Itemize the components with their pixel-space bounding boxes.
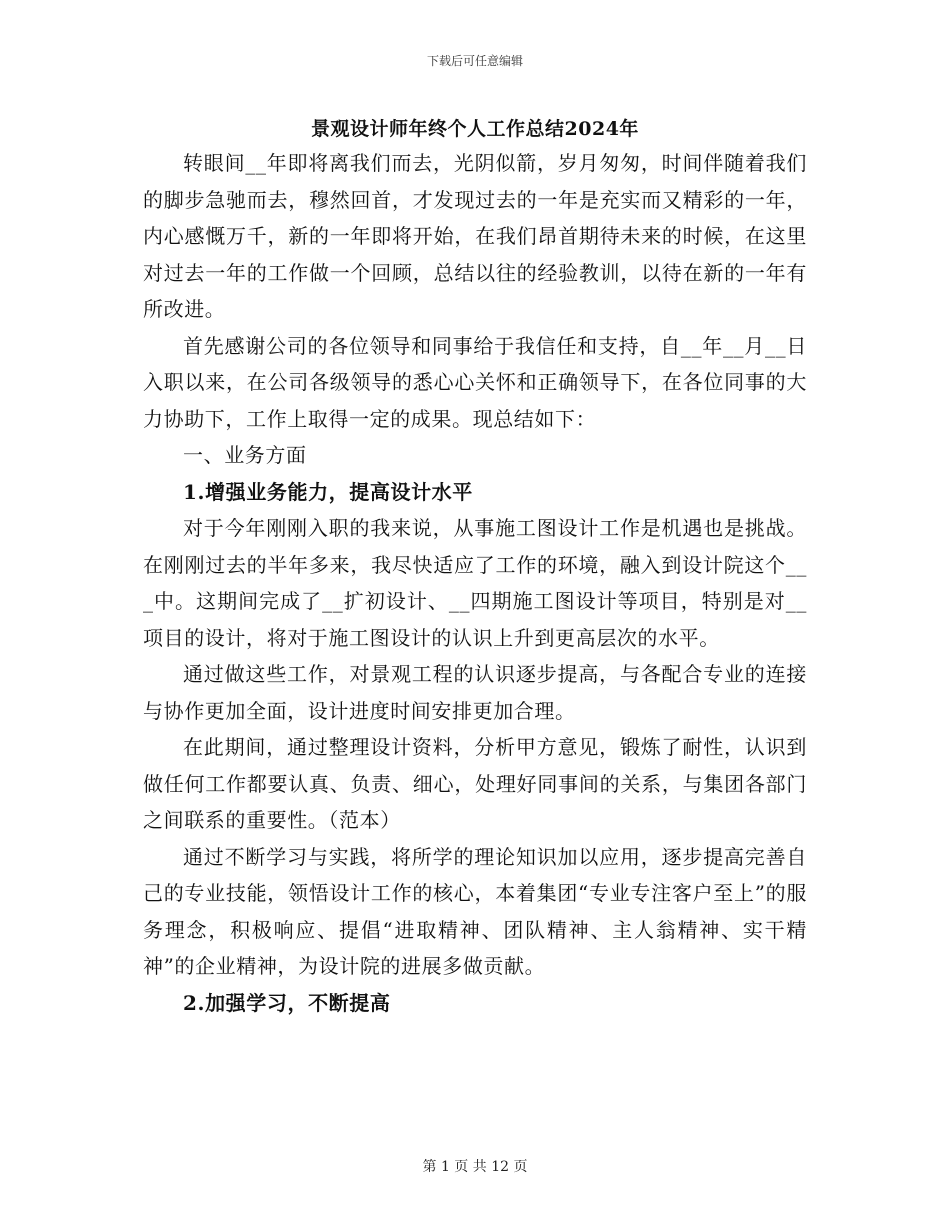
page-footer: 第 1 页 共 12 页 bbox=[422, 1159, 528, 1175]
subheading-keep-learning: 2.加强学习，不断提高 bbox=[183, 990, 391, 1015]
paragraph-understanding: 通过做这些工作，对景观工程的认识逐步提高，与各配合专业的连接与协作更加全面，设计进度时间安排更加合理。 bbox=[143, 662, 807, 723]
paragraph-intro: 转眼间__年即将离我们而去，光阴似箭，岁月匆匆，时间伴随着我们的脚步急驰而去，穆然回首，才发现过去的一年是充实而又精彩的一年，内心感慨万千，新的一年即将开始，在我们昂首期待未来的时候，在这里对过去一年的工作做一个回顾，总结以往的经验教训，以待在新的一年有所改进。 bbox=[143, 151, 807, 321]
document-body bbox=[143, 145, 807, 1021]
header-note: 下载后可任意编辑 bbox=[426, 54, 523, 68]
subheading-improve-ability: 1.增强业务能力，提高设计水平 bbox=[183, 479, 473, 504]
paragraph-new-job: 对于今年刚刚入职的我来说，从事施工图设计工作是机遇也是挑战。在刚刚过去的半年多来，我尽快适应了工作的环境，融入到设计院这个___中。这期间完成了__扩初设计、__四期施工图设计等项目，特别是对__项目的设计，将对于施工图设计的认识上升到更高层次的水平。 bbox=[143, 516, 807, 650]
paragraph-during-period: 在此期间，通过整理设计资料，分析甲方意见，锻炼了耐性，认识到做任何工作都要认真、负责、细心，处理好同事间的关系，与集团各部门之间联系的重要性。（范本） bbox=[143, 735, 807, 832]
section-heading-business: 一、业务方面 bbox=[183, 443, 307, 467]
paragraph-learning-practice: 通过不断学习与实践，将所学的理论知识加以应用，逐步提高完善自己的专业技能，领悟设计工作的核心，本着集团“专业专注客户至上”的服务理念，积极响应、提倡“进取精神、团队精神、主人翁精神、实干精神”的企业精神，为设计院的进展多做贡献。 bbox=[143, 844, 807, 978]
document-title: 景观设计师年终个人工作总结2024年 bbox=[311, 118, 639, 140]
paragraph-thanks: 首先感谢公司的各位领导和同事给于我信任和支持，自__年__月__日入职以来，在公司各级领导的悉心心关怀和正确领导下，在各位同事的大力协助下，工作上取得一定的成果。现总结如下： bbox=[143, 333, 807, 431]
